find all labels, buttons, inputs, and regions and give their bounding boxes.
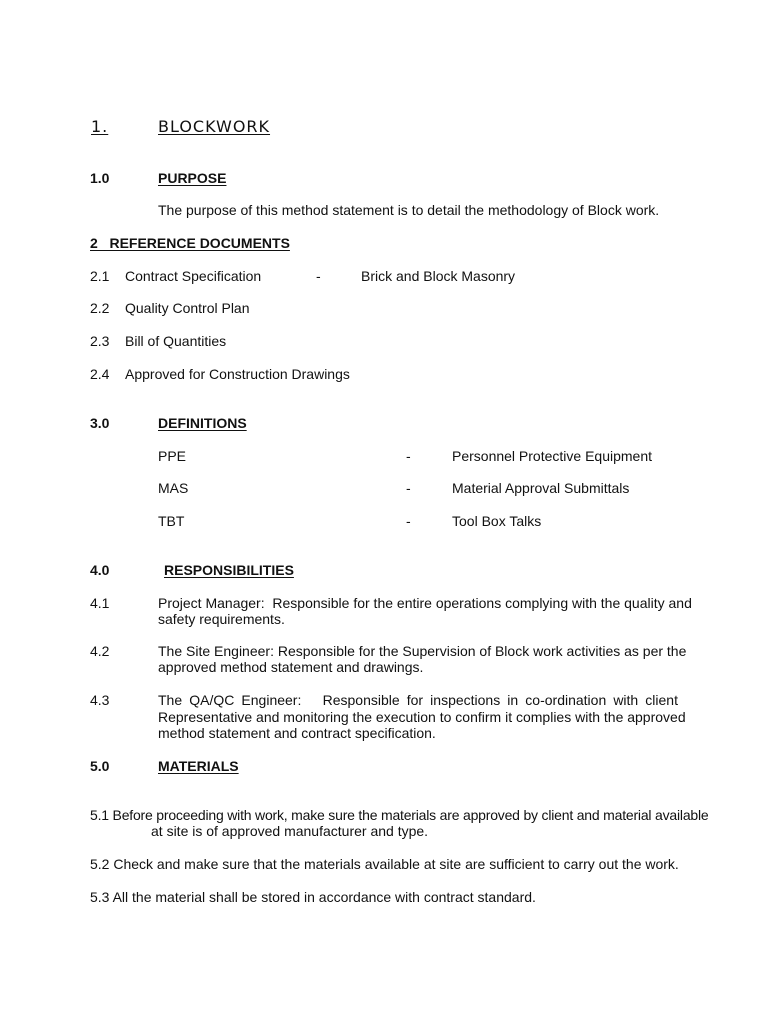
material-line: 5.3 All the material shall be stored in accordance with contract standard. — [90, 889, 536, 905]
material-line: at site is of approved manufacturer and type. — [151, 823, 429, 839]
purpose-text: The purpose of this method statement is to detail the methodology of Block work. — [158, 202, 660, 218]
section-number: 1. — [91, 117, 109, 136]
material-line: 5.2 Check and make sure that the materials available at site are sufficient to carry out the work. — [90, 856, 679, 872]
definitions-number: 3.0 — [90, 415, 110, 431]
definition-term: TBT — [158, 513, 185, 529]
definition-dash: - — [406, 513, 411, 529]
responsibility-number: 4.3 — [90, 692, 110, 708]
materials-heading: MATERIALS — [158, 758, 239, 774]
reference-text: Quality Control Plan — [125, 300, 250, 316]
purpose-heading: PURPOSE — [158, 170, 227, 186]
materials-number: 5.0 — [90, 758, 110, 774]
definition-meaning: Tool Box Talks — [452, 513, 542, 529]
responsibilities-number: 4.0 — [90, 562, 110, 578]
definition-term: MAS — [158, 480, 189, 496]
responsibility-line: safety requirements. — [158, 611, 285, 627]
responsibility-line: method statement and contract specification. — [158, 725, 436, 741]
reference-number: 2.4 — [90, 366, 110, 382]
responsibility-number: 4.2 — [90, 643, 110, 659]
responsibility-line: Project Manager: Responsible for the entire operations complying with the quality and — [158, 595, 692, 611]
reference-dash: - — [316, 268, 321, 284]
purpose-number: 1.0 — [90, 170, 110, 186]
responsibility-number: 4.1 — [90, 595, 110, 611]
responsibility-line: The QA/QC Engineer: Responsible for inspections in co-ordination with client — [158, 692, 678, 708]
responsibilities-heading: RESPONSIBILITIES — [164, 562, 294, 578]
definition-dash: - — [406, 480, 411, 496]
reference-text: Bill of Quantities — [125, 333, 227, 349]
definition-dash: - — [406, 448, 411, 464]
reference-number: 2.1 — [90, 268, 110, 284]
responsibility-line: Representative and monitoring the execution to confirm it complies with the approved — [158, 709, 686, 725]
reference-text: Approved for Construction Drawings — [125, 366, 350, 382]
definition-meaning: Personnel Protective Equipment — [452, 448, 652, 464]
reference-text: Contract Specification — [125, 268, 262, 284]
responsibility-line: approved method statement and drawings. — [158, 659, 424, 675]
section-title: BLOCKWORK — [158, 117, 271, 136]
reference-detail: Brick and Block Masonry — [361, 268, 516, 284]
definitions-heading: DEFINITIONS — [158, 415, 247, 431]
material-line: 5.1 Before proceeding with work, make sure the materials are approved by client and material available — [90, 807, 709, 823]
references-heading: 2 REFERENCE DOCUMENTS — [90, 235, 290, 251]
reference-number: 2.2 — [90, 300, 110, 316]
definition-meaning: Material Approval Submittals — [452, 480, 630, 496]
responsibility-line: The Site Engineer: Responsible for the Supervision of Block work activities as per the — [158, 643, 687, 659]
definition-term: PPE — [158, 448, 187, 464]
reference-number: 2.3 — [90, 333, 110, 349]
